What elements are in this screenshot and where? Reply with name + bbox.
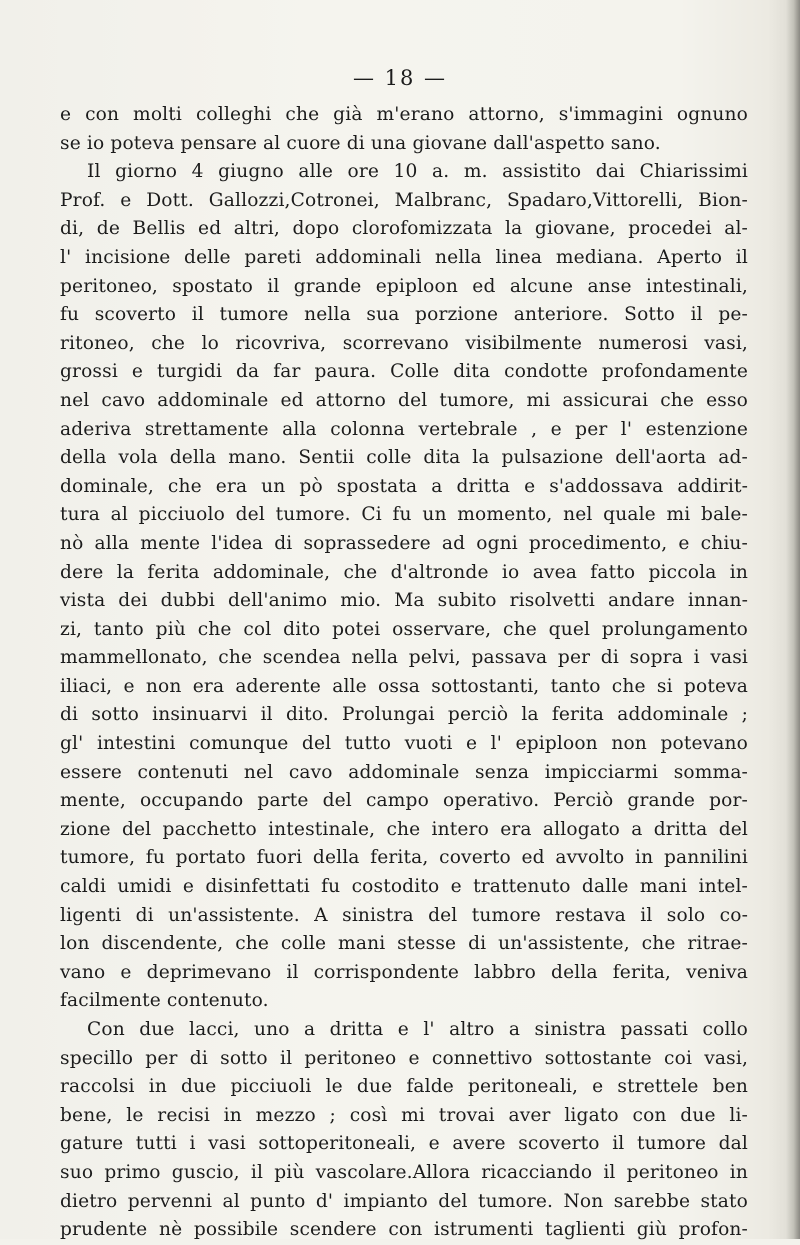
text-line: aderiva strettamente alla colonna vertebrale , e per l' estenzione xyxy=(60,418,748,440)
text-line: mente, occupando parte del campo operativo. Perciò grande por- xyxy=(60,790,748,812)
text-line: tumore, fu portato fuori della ferita, coverto ed avvolto in pannilini xyxy=(60,847,748,869)
text-line: dietro pervenni al punto d' impianto del tumore. Non sarebbe stato xyxy=(60,1190,748,1212)
text-line: zione del pacchetto intestinale, che intero era allogato a dritta del xyxy=(60,818,748,840)
text-line: bene, le recisi in mezzo ; così mi trovai aver ligato con due li- xyxy=(60,1104,748,1126)
text-line: caldi umidi e disinfettati fu costodito e trattenuto dalle mani intel- xyxy=(60,876,748,898)
text-line: suo primo guscio, il più vascolare.Allora ricacciando il peritoneo in xyxy=(60,1161,748,1183)
text-line: facilmente contenuto. xyxy=(60,990,269,1012)
text-line: grossi e turgidi da far paura. Colle dita condotte profondamente xyxy=(60,361,748,383)
text-line: ritoneo, che lo ricovriva, scorrevano visibilmente numerosi vasi, xyxy=(60,332,748,354)
text-line: specillo per di sotto il peritoneo e connettivo sottostante coi vasi, xyxy=(60,1047,748,1069)
text-line: ligenti di un'assistente. A sinistra del tumore restava il solo co- xyxy=(60,904,748,926)
text-line: fu scoverto il tumore nella sua porzione anteriore. Sotto il pe- xyxy=(60,304,748,326)
text-line: mammellonato, che scendea nella pelvi, passava per di sopra i vasi xyxy=(60,647,748,669)
text-line: dere la ferita addominale, che d'altronde io avea fatto piccola in xyxy=(60,561,748,583)
text-line: di sotto insinuarvi il dito. Prolungai perciò la ferita addominale ; xyxy=(60,704,748,726)
text-line: nò alla mente l'idea di soprassedere ad ogni procedimento, e chiu- xyxy=(60,532,748,554)
text-line: Prof. e Dott. Gallozzi,Cotronei, Malbranc, Spadaro,Vittorelli, Bion- xyxy=(60,189,748,211)
text-line: prudente nè possibile scendere con istrumenti taglienti giù profon- xyxy=(60,1219,748,1241)
text-line: se io poteva pensare al cuore di una giovane dall'aspetto sano. xyxy=(60,132,661,154)
page-number: — 18 — xyxy=(352,66,448,90)
text-line: gl' intestini comunque del tutto vuoti e l' epiploon non potevano xyxy=(60,733,748,755)
text-line: vano e deprimevano il corrispondente labbro della ferita, veniva xyxy=(60,961,748,983)
text-line: di, de Bellis ed altri, dopo clorofomizzata la giovane, procedei al- xyxy=(60,218,748,240)
text-line: l' incisione delle pareti addominali nella linea mediana. Aperto il xyxy=(60,246,748,268)
text-line: raccolsi in due picciuoli le due falde peritoneali, e strettele ben xyxy=(60,1076,748,1098)
text-line: vista dei dubbi dell'animo mio. Ma subito risolvetti andare innan- xyxy=(60,590,748,612)
text-line: Il giorno 4 giugno alle ore 10 a. m. assistito dai Chiarissimi xyxy=(87,161,748,183)
text-line: tura al picciuolo del tumore. Ci fu un momento, nel quale mi bale- xyxy=(60,504,748,526)
page-edge-shadow xyxy=(786,0,800,1239)
text-line: dominale, che era un pò spostata a dritta e s'addossava addirit- xyxy=(60,475,748,497)
text-line: e con molti colleghi che già m'erano attorno, s'immagini ognuno xyxy=(60,104,748,125)
text-line: della vola della mano. Sentii colle dita la pulsazione dell'aorta ad- xyxy=(60,447,748,469)
text-line: Con due lacci, uno a dritta e l' altro a sinistra passati collo xyxy=(87,1019,748,1040)
text-line: peritoneo, spostato il grande epiploon ed alcune anse intestinali, xyxy=(60,275,748,297)
text-line: iliaci, e non era aderente alle ossa sottostanti, tanto che si poteva xyxy=(60,675,748,697)
body-text xyxy=(60,101,748,1245)
text-line: essere contenuti nel cavo addominale senza impicciarmi somma- xyxy=(60,761,748,783)
text-line: nel cavo addominale ed attorno del tumore, mi assicurai che esso xyxy=(60,389,748,411)
text-line: zi, tanto più che col dito potei osservare, che quel prolungamento xyxy=(60,618,748,640)
text-line: lon discendente, che colle mani stesse di un'assistente, che ritrae- xyxy=(60,933,748,955)
text-line: gature tutti i vasi sottoperitoneali, e avere scoverto il tumore dal xyxy=(60,1133,748,1155)
